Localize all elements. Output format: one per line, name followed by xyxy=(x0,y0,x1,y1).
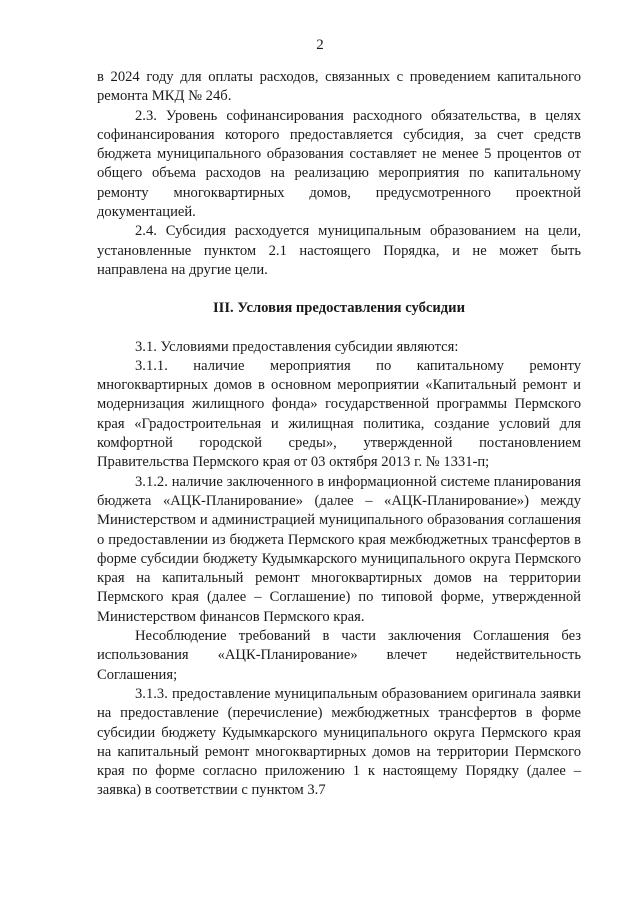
paragraph-non-compliance: Несоблюдение требований в части заключения Соглашения без использования «АЦК-Планирование» влечет недействительность Соглашения; xyxy=(97,628,581,683)
section-heading: III. Условия предоставления субсидии xyxy=(213,300,465,317)
paragraph-2-4: 2.4. Субсидия расходуется муниципальным образованием на цели, установленные пунктом 2.1 настоящего Порядка, и не может быть направлена на другие цели. xyxy=(97,223,581,278)
paragraph-3-1-2: 3.1.2. наличие заключенного в информационной системе планирования бюджета «АЦК-Планирование» (далее – «АЦК-Планирование») между Министерством и администрацией муниципального образования соглашения о предоставлении из бюджета Пермского края межбюджетных трансфертов в форме субсидии бюджету Кудымкарского муниципального округа Пермского края на капитальный ремонт многоквартирных домов на территории Пермского края (далее – Соглашение) по типовой форме, утвержденной Министерством финансов Пермского края. xyxy=(97,473,581,625)
paragraph-3-1: 3.1. Условиями предоставления субсидии являются: xyxy=(135,338,459,355)
page-number: 2 xyxy=(316,37,324,53)
paragraph-3-1-1: 3.1.1. наличие мероприятия по капитальному ремонту многоквартирных домов в основном мероприятии «Капитальный ремонт и модернизация жилищного фонда» государственной программы Пермского края «Градостроительная и жилищная политика, создание условий для комфортной городской среды», утвержденной постановлением Правительства Пермского края от 03 октября 2013 г. № 1331-п; xyxy=(97,357,581,471)
paragraph-3-1-3: 3.1.3. предоставление муниципальным образованием оригинала заявки на предоставление (перечисление) межбюджетных трансфертов в форме субсидии бюджету Кудымкарского муниципального округа Пермского края на капитальный ремонт многоквартирных домов на территории Пермского края по форме согласно приложению 1 к настоящему Порядку (далее – заявка) в соответствии с пунктом 3.7 xyxy=(97,685,581,799)
paragraph-continuation: в 2024 году для оплаты расходов, связанных с проведением капитального ремонта МКД № 24б. xyxy=(97,69,581,105)
document-body xyxy=(97,68,581,801)
paragraph-2-3: 2.3. Уровень софинансирования расходного обязательства, в целях софинансирования которого предоставляется субсидия, за счет средств бюджета муниципального образования составляет не менее 5 процентов от общего объема расходов на реализацию мероприятия по капитальному ремонту многоквартирных домов, предусмотренного проектной документацией. xyxy=(97,107,581,221)
